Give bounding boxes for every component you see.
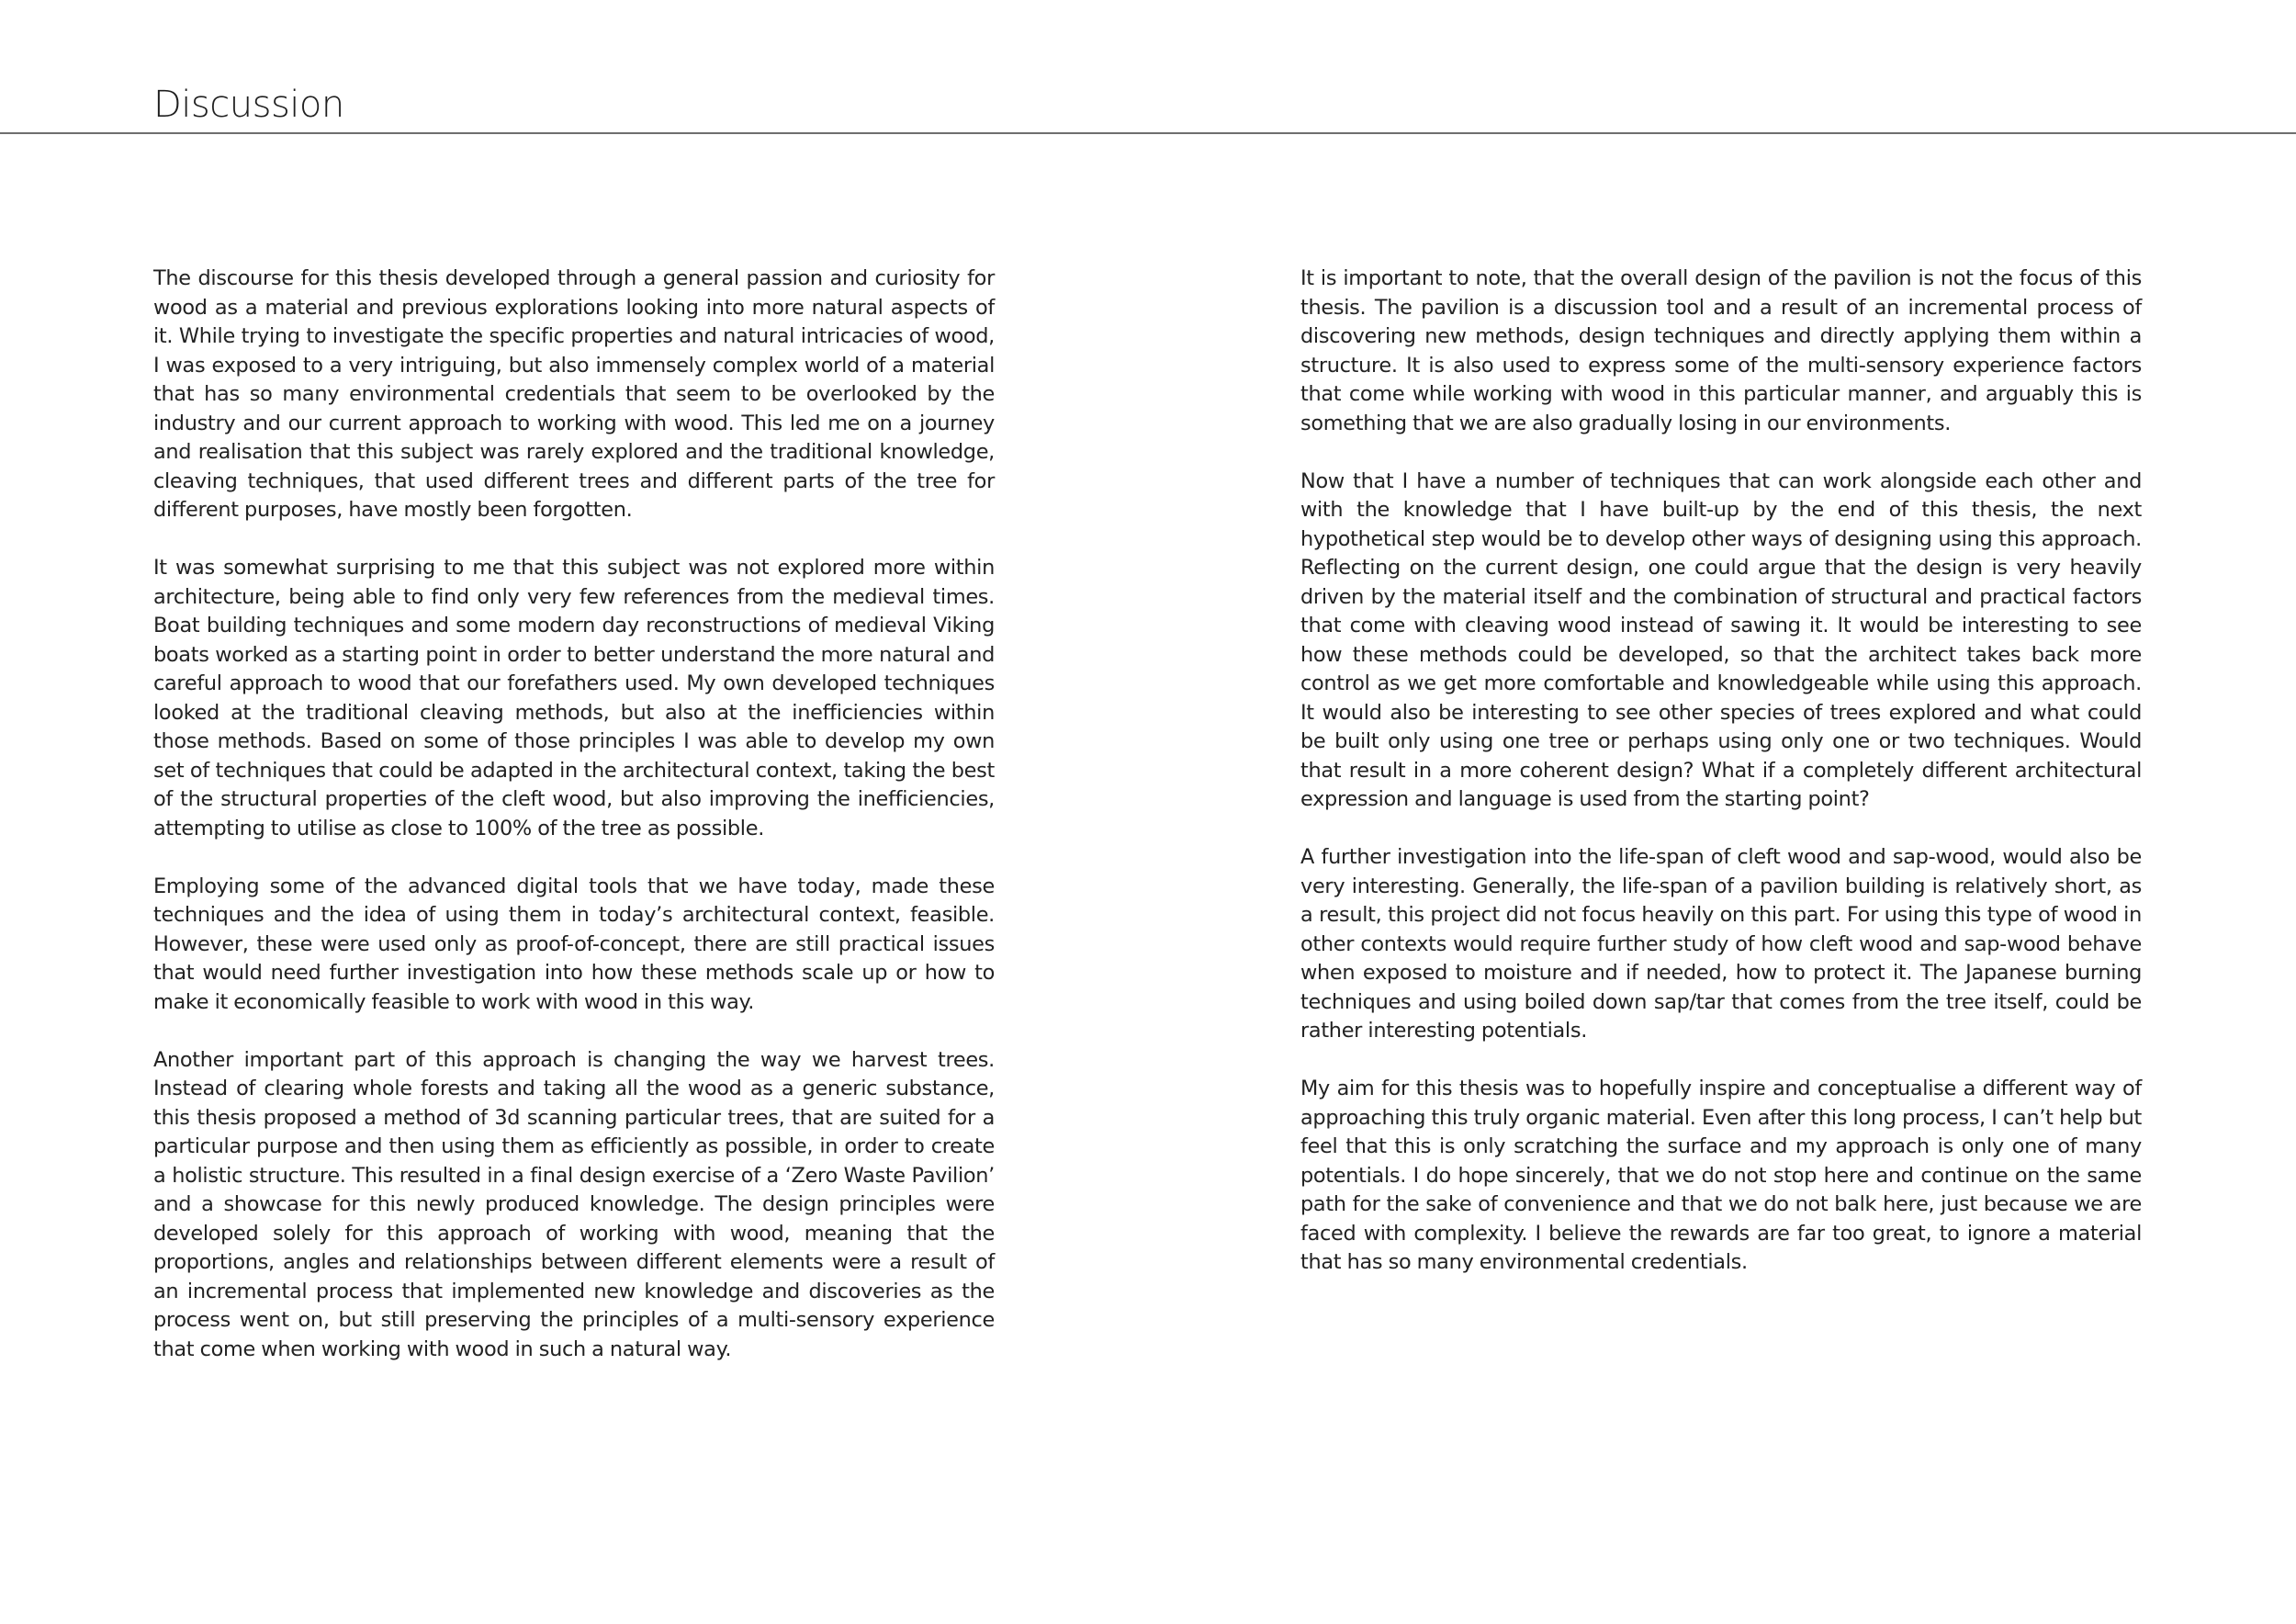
paragraph: It was somewhat surprising to me that this subject was not explored more within architecture, being able to find only very few references from the medieval times. Boat building techniques and some modern day reconstructions of medieval Viking boats worked as a starting point in order to better understand the more natural and careful approach to wood that our forefathers used. My own developed techniques looked at the traditional cleaving methods, but also at the inefficiencies within those methods. Based on some of those principles I was able to develop my own set of techniques that could be adapted in the architectural context, taking the best of the structural properties of the cleft wood, but also improving the inefficiencies, attempting to utilise as close to 100% of the tree as possible.: [153, 556, 995, 840]
paragraph: It is important to note, that the overall design of the pavilion is not the focus of this thesis. The pavilion is a discussion tool and a result of an incremental process of discovering new methods, design techniques and directly applying them within a structure. It is also used to express some of the multi-sensory experience factors that come while working with wood in this particular manner, and arguably this is something that we are also gradually losing in our environments.: [1300, 266, 2142, 435]
paragraph: Another important part of this approach is changing the way we harvest trees. Instead of clearing whole forests and taking all the wood as a generic substance, this thesis proposed a method of 3d scanning particular trees, that are suited for a particular purpose and then using them as efficiently as possible, in order to create a holistic structure. This resulted in a final design exercise of a ‘Zero Waste Pavilion’ and a showcase for this newly produced knowledge. The design principles were developed solely for this approach of working with wood, meaning that the proportions, angles and relationships between different elements were a result of an incremental process that implemented new knowledge and discoveries as the process went on, but still preserving the principles of a multi-sensory experience that come when working with wood in such a natural way.: [153, 1047, 995, 1361]
page-header: [0, 0, 2296, 134]
page-title: Discussion: [153, 84, 344, 126]
paragraph: A further investigation into the life-span of cleft wood and sap-wood, would also be very interesting. Generally, the life-span of a pavilion building is relatively short, as a result, this project did not focus heavily on this part. For using this type of wood in other contexts would require further study of how cleft wood and sap-wood behave when exposed to moisture and if needed, how to protect it. The Japanese burning techniques and using boiled down sap/tar that comes from the tree itself, could be rather interesting potentials.: [1300, 845, 2142, 1043]
paragraph: Now that I have a number of techniques that can work alongside each other and with the knowledge that I have built-up by the end of this thesis, the next hypothetical step would be to develop other ways of designing using this approach. Reflecting on the current design, one could argue that the design is very heavily driven by the material itself and the combination of structural and practical factors that come with cleaving wood instead of sawing it. It would be interesting to see how these methods could be developed, so that the architect takes back more control as we get more comfortable and knowledgeable while using this approach. It would also be interesting to see other species of trees explored and what could be built only using one tree or perhaps using only one or two techniques. Would that result in a more coherent design? What if a completely different architectural expression and language is used from the starting point?: [1300, 468, 2142, 811]
right-column: [1300, 265, 2142, 1306]
left-column: [153, 265, 995, 1393]
paragraph: My aim for this thesis was to hopefully inspire and conceptualise a different way of approaching this truly organic material. Even after this long process, I can’t help but feel that this is only scratching the surface and my approach is only one of many potentials. I do hope sincerely, that we do not stop here and continue on the same path for the sake of convenience and that we do not balk here, just because we are faced with complexity. I believe the rewards are far too great, to ignore a material that has so many environmental credentials.: [1300, 1077, 2142, 1274]
paragraph: Employing some of the advanced digital tools that we have today, made these techniques and the idea of using them in today’s architectural context, feasible. However, these were used only as proof-of-concept, there are still practical issues that would need further investigation into how these methods scale up or how to make it economically feasible to work with wood in this way.: [153, 874, 995, 1014]
paragraph: The discourse for this thesis developed through a general passion and curiosity for wood as a material and previous explorations looking into more natural aspects of it. While trying to investigate the specific properties and natural intricacies of wood, I was exposed to a very intriguing, but also immensely complex world of a material that has so many environmental credentials that seem to be overlooked by the industry and our current approach to working with wood. This led me on a journey and realisation that this subject was rarely explored and the traditional knowledge, cleaving techniques, that used different trees and different parts of the tree for different purposes, have mostly been forgotten.: [153, 266, 995, 522]
